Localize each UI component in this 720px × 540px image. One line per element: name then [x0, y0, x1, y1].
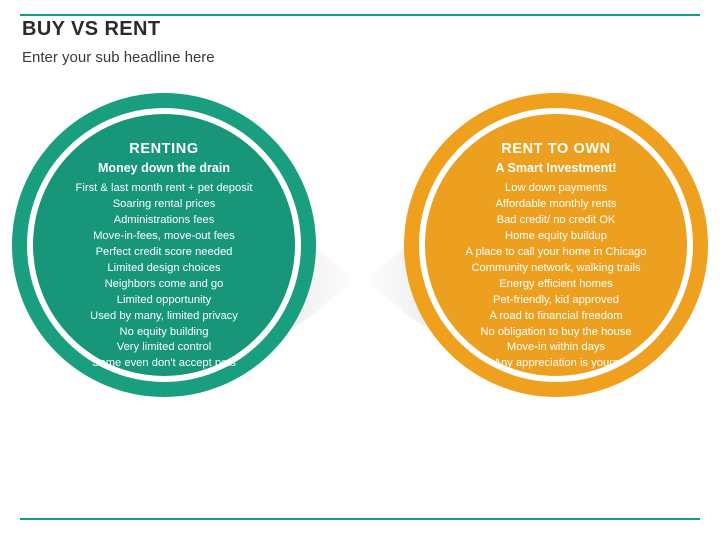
list-item: Bad credit/ no credit OK — [496, 214, 616, 227]
rent-to-own-title: RENT TO OWN — [501, 141, 611, 157]
renting-title: RENTING — [129, 141, 199, 157]
rent-to-own-list — [425, 181, 687, 372]
page-title: BUY VS RENT — [22, 18, 161, 40]
renting-circle[interactable] — [27, 108, 301, 382]
list-item: First & last month rent + pet deposit — [75, 182, 253, 195]
list-item: Affordable monthly rents — [495, 198, 617, 211]
renting-list — [33, 181, 295, 372]
list-item: Low down payments — [505, 182, 607, 195]
header-top-divider — [20, 14, 700, 16]
list-item: Some even don't accept pets — [92, 357, 236, 370]
list-item: Soaring rental prices — [112, 198, 216, 211]
rent-to-own-subtitle: A Smart Investment! — [495, 161, 617, 176]
rent-to-own-circle[interactable] — [419, 108, 693, 382]
list-item: Limited design choices — [107, 261, 221, 274]
list-item: No equity building — [119, 325, 209, 338]
list-item: Limited opportunity — [116, 293, 212, 306]
list-item: A place to call your home in Chicago — [465, 246, 647, 258]
list-item: Energy efficient homes — [499, 277, 613, 290]
list-item: Community network, walking trails — [471, 261, 641, 274]
list-item: Used by many, limited privacy — [90, 309, 238, 322]
list-item: Neighbors come and go — [104, 277, 224, 290]
list-item: Home equity buildup — [505, 230, 607, 243]
list-item: Pet-friendly, kid approved — [492, 293, 620, 306]
diagram-stage — [0, 75, 720, 505]
list-item: A road to financial freedom — [489, 309, 623, 322]
list-item: Move-in within days — [506, 341, 606, 354]
page-subtitle: Enter your sub headline here — [22, 49, 215, 66]
list-item: Perfect credit score needed — [95, 246, 233, 258]
renting-subtitle: Money down the drain — [98, 161, 230, 176]
list-item: Very limited control — [116, 341, 212, 354]
list-item: Any appreciation is yours — [493, 357, 619, 370]
list-item: No obligation to buy the house — [480, 325, 632, 338]
footer-divider — [20, 518, 700, 520]
list-item: Move-in-fees, move-out fees — [93, 230, 235, 243]
list-item: Administrations fees — [113, 214, 215, 227]
